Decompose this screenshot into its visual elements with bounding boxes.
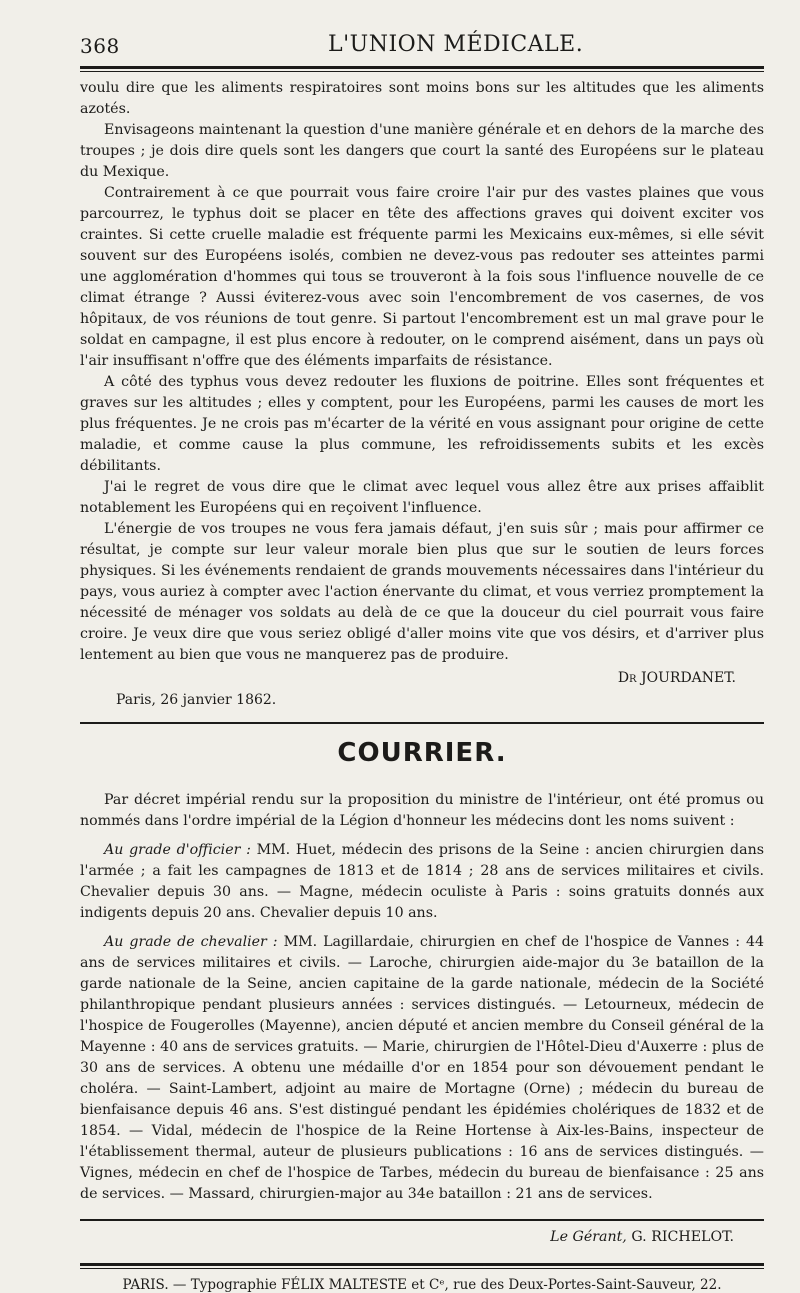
article-paragraph: voulu dire que les aliments respiratoires sont moins bons sur les altitudes que les aliments azotés. [80, 80, 764, 117]
author-signature: Dr JOURDANET. [617, 670, 736, 686]
section-heading: COURRIER. [337, 738, 507, 768]
officier-text: MM. Huet, médecin des prisons de la Seine : ancien chirurgien dans l'armée ; a fait les campagnes de 1813 et de 1814 ; 28 ans de services militaires et civils. Chevalier depuis 30 ans. — Magne, médecin oculiste à Paris : soins gratuits donnés aux indigents depuis 20 ans. Chevalier depuis 10 ans. [80, 842, 764, 921]
dateline: Paris, 26 janvier 1862. [116, 692, 277, 708]
officier-paragraph [80, 840, 764, 924]
imprint-rule [80, 1263, 764, 1269]
header-rule [80, 66, 764, 72]
page-number: 368 [80, 34, 120, 58]
article-paragraph: Envisageons maintenant la question d'une manière générale et en dehors de la marche des troupes ; je dois dire quels sont les dangers que court la santé des Européens sur le plateau du Mexique. [80, 122, 764, 180]
article-paragraph: J'ai le regret de vous dire que le climat avec lequel vous allez être aux prises affaiblit notablement les Européens qui en reçoivent l'influence. [80, 479, 764, 516]
gerant-name: G. RICHELOT. [631, 1229, 734, 1245]
chevalier-text: MM. Lagillardaie, chirurgien en chef de l'hospice de Vannes : 44 ans de services militaires et civils. — Laroche, chirurgien aide-major du 3e bataillon de la garde nationale de la Seine, ancien capitaine de la garde nationale, médecin de la Société philanthropique pendant plusieurs années : services distingués. — Letourneux, médecin de l'hospice de Fougerolles (Mayenne), ancien député et ancien membre du Conseil général de la Mayenne : 40 ans de services gratuits. — Marie, chirurgien de l'Hôtel-Dieu d'Auxerre : plus de 30 ans de services. A obtenu une médaille d'or en 1854 pour son dévouement pendant le choléra. — Saint-Lambert, adjoint au maire de Mortagne (Orne) ; médecin du bureau de bienfaisance depuis 46 ans. S'est distingué pendant les épidémies cholériques de 1832 et de 1854. — Vidal, médecin de l'hospice de la Reine Hortense à Aix-les-Bains, inspecteur de l'établissement thermal, auteur de plusieurs publications : 16 ans de services distingués. — Vignes, médecin en chef de l'hospice de Tarbes, médecin du bureau de bienfaisance : 25 ans de services. — Massard, chirurgien-major au 34e bataillon : 21 ans de services. [80, 934, 765, 1202]
printer-imprint: PARIS. — Typographie FÉLIX MALTESTE et Cᵉ, rue des Deux-Portes-Saint-Sauveur, 22. [122, 1277, 722, 1293]
journal-title: L'UNION MÉDICALE. [328, 32, 584, 57]
gerant-label: Le Gérant, [550, 1229, 627, 1245]
section-rule [80, 722, 764, 724]
article-paragraph: Contrairement à ce que pourrait vous faire croire l'air pur des vastes plaines que vous parcourrez, le typhus doit se placer en tête des affections graves qui doivent exciter vos craintes. Si cette cruelle maladie est fréquente parmi les Mexicains eux-mêmes, si elle sévit souvent sur des Européens isolés, combien ne devez-vous pas redouter ses atteintes parmi une agglomération d'hommes qui tous se trouveront à la fois sous l'influence nouvelle de ce climat étrange ? Aussi éviterez-vous avec soin l'encombrement de vos casernes, de vos hôpitaux, de vos réunions de tout genre. Si partout l'encombrement est un mal grave pour le soldat en campagne, il est plus encore à redouter, on le comprend aisément, dans un pays où l'air insuffisant n'offre que des éléments imparfaits de résistance. [80, 185, 764, 369]
officier-label: Au grade d'officier : [104, 842, 251, 858]
courrier-intro: Par décret impérial rendu sur la proposition du ministre de l'intérieur, ont été promus ou nommés dans l'ordre impérial de la Légion d'honneur les médecins dont les noms suivent : [80, 792, 764, 829]
article-body [80, 78, 764, 666]
signature-block [80, 666, 764, 708]
gerant-line [80, 1229, 734, 1245]
chevalier-label: Au grade de chevalier : [104, 934, 278, 950]
article-paragraph: A côté des typhus vous devez redouter les fluxions de poitrine. Elles sont fréquentes et graves sur les altitudes ; elles y comptent, pour les Européens, parmi les causes de mort les plus fréquentes. Je ne crois pas m'écarter de la vérité en vous assignant pour origine de cette maladie, et comme cause la plus commune, les refroidissements subits et les excès débilitants. [80, 374, 764, 474]
chevalier-paragraph [80, 932, 764, 1205]
running-head [80, 24, 764, 64]
article-paragraph: L'énergie de vos troupes ne vous fera jamais défaut, j'en suis sûr ; mais pour affirmer ce résultat, je compte sur leur valeur morale bien plus que sur le soutien de leurs forces physiques. Si les événements rendaient de grands mouvements nécessaires dans l'intérieur du pays, vous auriez à compter avec l'action énervante du climat, et vous verriez promptement la nécessité de ménager vos soldats au delà de ce que la douceur du ciel pourrait vous faire croire. Je veux dire que vous seriez obligé d'aller moins vite que vos désirs, et d'arriver plus lentement au bien que vous ne manquerez pas de produire. [80, 521, 764, 663]
footer-rule [80, 1219, 764, 1221]
